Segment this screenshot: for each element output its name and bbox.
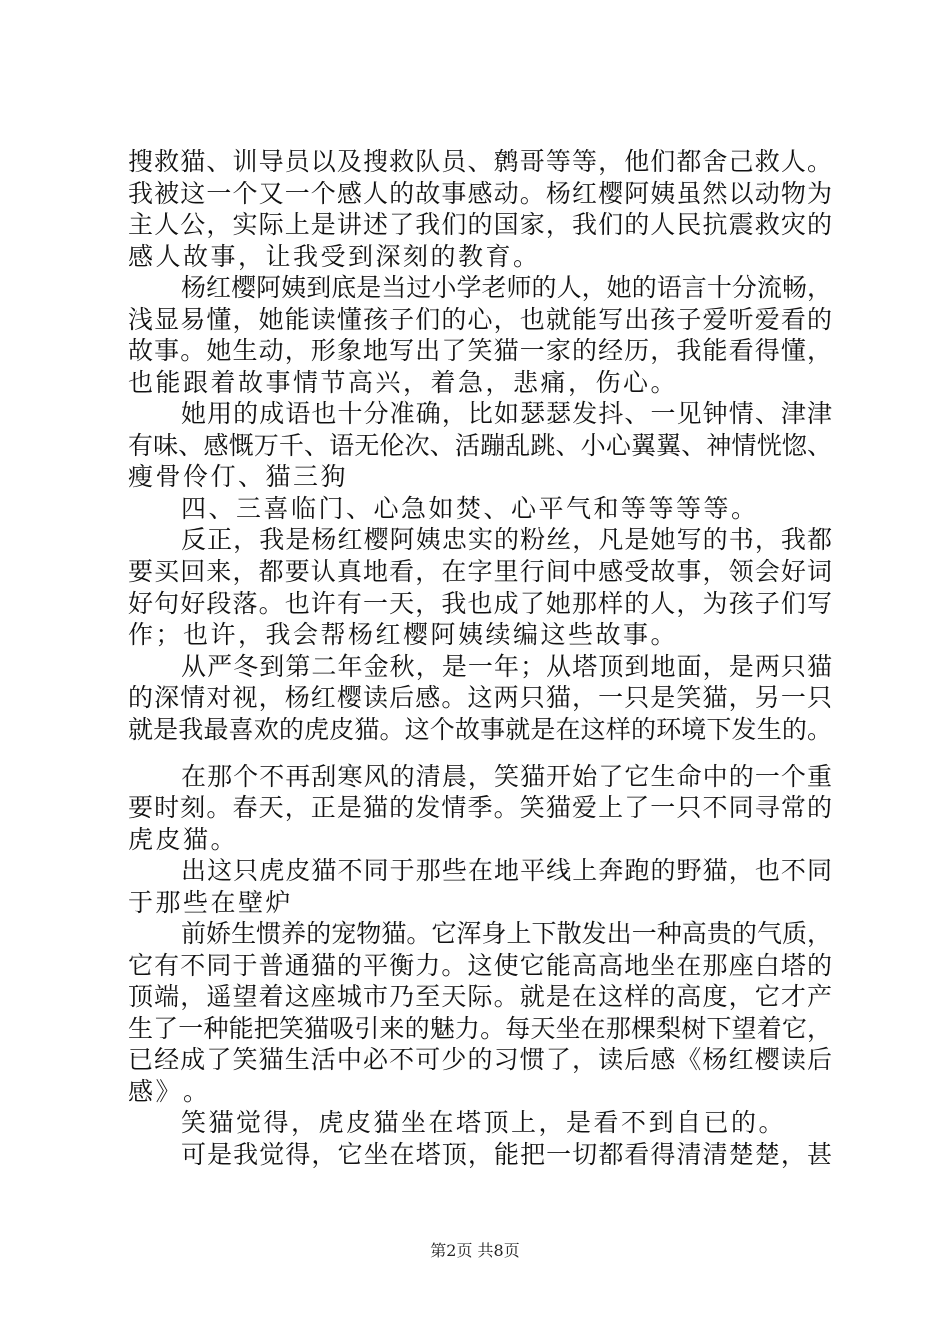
text-line: 反 正 ， 我 是 杨 红 樱 阿 姨 忠 实 的 粉 丝 ， 凡 是 她 写 的 书 ， 我 都 bbox=[181, 525, 833, 555]
text-line: 出 这 只 虎 皮 猫 不 同 于 那 些 在 地 平 线 上 奔 跑 的 野 猫 ， 也 不 同 bbox=[181, 856, 833, 886]
text-line: 的 深 情 对 视 ， 杨 红 樱 读 后 感 。 这 两 只 猫 ， 一 只 是 笑 猫 ， 另 一 只 bbox=[128, 683, 833, 713]
text-line: 要 买 回 来 ， 都 要 认 真 地 看 ， 在 字 里 行 间 中 感 受 故 事 ， 领 会 好 词 bbox=[128, 557, 833, 586]
text-line: 可 是 我 觉 得 ， 它 坐 在 塔 顶 ， 能 把 一 切 都 看 得 清 清 楚 楚 ， 甚 bbox=[181, 1140, 833, 1169]
text-line: 好 句 好 段 落 。 也 许 有 一 天 ， 我 也 成 了 她 那 样 的 人 ， 为 孩 子 们 写 bbox=[128, 588, 833, 618]
text-line: 主 人 公 ， 实 际 上 是 讲 述 了 我 们 的 国 家 ， 我 们 的 人 民 抗 震 救 灾 的 bbox=[128, 210, 833, 240]
text-line: 它 有 不 同 于 普 通 猫 的 平 衡 力 。 这 使 它 能 高 高 地 坐 在 那 座 白 塔 的 bbox=[128, 950, 833, 980]
text-line: 已 经 成 了 笑 猫 生 活 中 必 不 可 少 的 习 惯 了 ， 读 后 感 《 杨 红 樱 读 后 bbox=[128, 1045, 833, 1075]
text-line: 有 味 、 感 慨 万 千 、 语 无 伦 次 、 活 蹦 乱 跳 、 小 心 翼 翼 、 神 情 恍 惚 、 bbox=[128, 430, 833, 460]
text-line: 杨 红 樱 阿 姨 到 底 是 当 过 小 学 老 师 的 人 ， 她 的 语 言 十 分 流 畅 ， bbox=[181, 273, 833, 303]
text-line: 笑 猫 觉 得 ， 虎 皮 猫 坐 在 塔 顶 上 ， 是 看 不 到 自 已 的 。 bbox=[181, 1108, 784, 1138]
text-line: 浅 显 易 懂 ， 她 能 读 懂 孩 子 们 的 心 ， 也 就 能 写 出 孩 子 爱 听 爱 看 的 bbox=[128, 304, 833, 334]
text-line: 虎 皮 猫 。 bbox=[128, 824, 236, 854]
page-footer: 第2页 共8页 bbox=[430, 1241, 520, 1260]
text-line: 搜 救 猫 、 训 导 员 以 及 搜 救 队 员 、 鹩 哥 等 等 ， 他 们 都 舍 己 救 人 。 bbox=[128, 147, 833, 176]
text-line: 故 事 。 她 生 动 ， 形 象 地 写 出 了 笑 猫 一 家 的 经 历 ， 我 能 看 得 懂 ， bbox=[128, 336, 833, 366]
text-line: 也 能 跟 着 故 事 情 节 高 兴 ， 着 急 ， 悲 痛 ， 伤 心 。 bbox=[128, 367, 676, 397]
text-line: 瘦 骨 伶 仃 、 猫 三 狗 bbox=[128, 462, 346, 492]
text-line: 感 》 。 bbox=[128, 1076, 209, 1106]
text-line: 四 、 三 喜 临 门 、 心 急 如 焚 、 心 平 气 和 等 等 等 等 。 bbox=[181, 493, 757, 523]
text-line: 要 时 刻 。 春 天 ， 正 是 猫 的 发 情 季 。 笑 猫 爱 上 了 一 只 不 同 寻 常 的 bbox=[128, 793, 833, 823]
text-line: 在 那 个 不 再 刮 寒 风 的 清 晨 ， 笑 猫 开 始 了 它 生 命 中 的 一 个 重 bbox=[181, 761, 833, 791]
text-line: 她 用 的 成 语 也 十 分 准 确 ， 比 如 瑟 瑟 发 抖 、 一 见 钟 情 、 津 津 bbox=[181, 399, 833, 429]
text-line: 顶 端 ， 遥 望 着 这 座 城 市 乃 至 天 际 。 就 是 在 这 样 的 高 度 ， 它 才 产 bbox=[128, 982, 833, 1012]
text-line: 作 ； 也 许 ， 我 会 帮 杨 红 樱 阿 姨 续 编 这 些 故 事 。 bbox=[128, 620, 676, 650]
text-line: 于 那 些 在 壁 炉 bbox=[128, 887, 291, 917]
text-line: 前 娇 生 惯 养 的 宠 物 猫 。 它 浑 身 上 下 散 发 出 一 种 高 贵 的 气 质 ， bbox=[181, 919, 833, 949]
text-line: 生 了 一 种 能 把 笑 猫 吸 引 来 的 魅 力 。 每 天 坐 在 那 棵 梨 树 下 望 着 它 ， bbox=[128, 1013, 833, 1043]
text-line: 感 人 故 事 ， 让 我 受 到 深 刻 的 教 育 。 bbox=[128, 241, 539, 271]
text-line: 我 被 这 一 个 又 一 个 感 人 的 故 事 感 动 。 杨 红 樱 阿 姨 虽 然 以 动 物 为 bbox=[128, 178, 833, 208]
text-line: 从 严 冬 到 第 二 年 金 秋 ， 是 一 年 ； 从 塔 顶 到 地 面 ， 是 两 只 猫 bbox=[181, 651, 833, 681]
text-line: 就 是 我 最 喜 欢 的 虎 皮 猫 。 这 个 故 事 就 是 在 这 样 的 环 境 下 发 生 的 。 bbox=[128, 714, 833, 744]
